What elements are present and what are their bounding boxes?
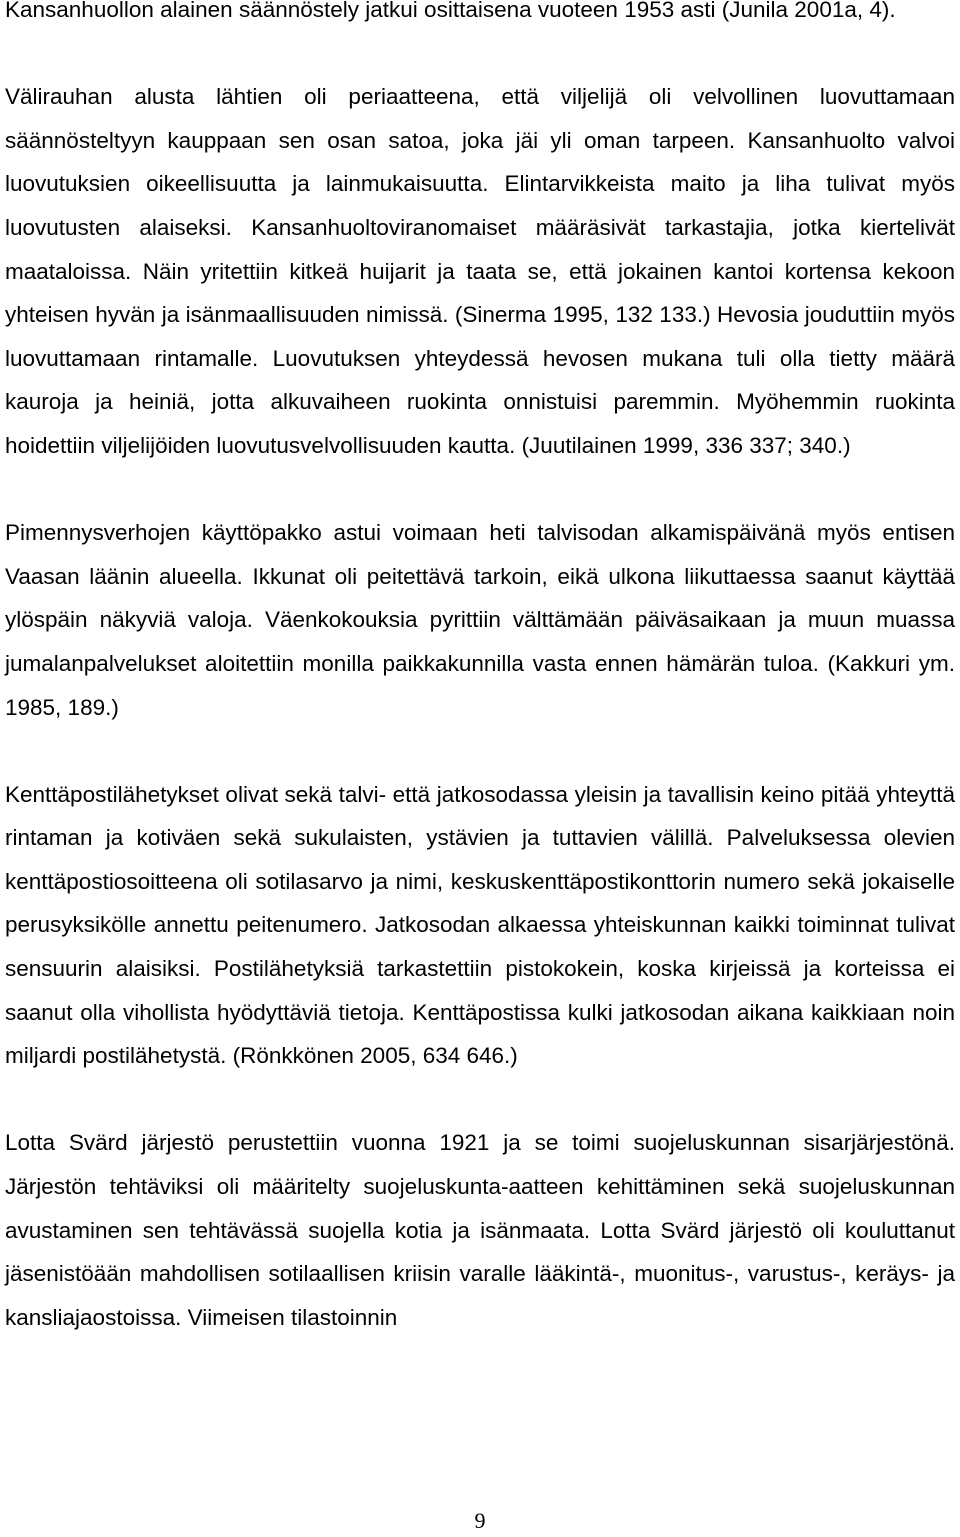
page-number: 9 xyxy=(474,1508,486,1533)
paragraph-rationing: Kansanhuollon alainen säännöstely jatkui osittaisena vuoteen 1953 asti (Junila 2001a, 4). xyxy=(5,0,896,22)
paragraph-farm-deliveries: Välirauhan alusta lähtien oli periaatteena, että viljelijä oli velvollinen luovuttamaan säännösteltyyn kauppaan sen osan satoa, joka jäi yli oman tarpeen. Kansanhuolto valvoi luovutuksien oikeellisuutta ja lainmukaisuutta. Elintarvikkeista maito ja liha tulivat myös luovutusten alaiseksi. Kansanhuoltoviranomaiset määräsivät tarkastajia, jotka kiertelivät maataloissa. Näin yritettiin kitkeä huijarit ja taata se, että jokainen kantoi kortensa kekoon yhteisen hyvän ja isänmaallisuuden nimissä. (Sinerma 1995, 132 133.) Hevosia jouduttiin myös luovuttamaan rintamalle. Luovutuksen yhteydessä hevosen mukana tuli olla tietty määrä kauroja ja heiniä, jotta alkuvaiheen ruokinta onnistuisi paremmin. Myöhemmin ruokinta hoidettiin viljelijöiden luovutusvelvollisuuden kautta. (Juutilainen 1999, 336 337; 340.) xyxy=(5,84,955,458)
paragraph-blackout: Pimennysverhojen käyttöpakko astui voimaan heti talvisodan alkamispäivänä myös entisen Vaasan läänin alueella. Ikkunat oli peitettävä tarkoin, eikä ulkona liikuttaessa saanut käyttää ylöspäin näkyviä valoja. Väenkokouksia pyrittiin välttämään päiväsaikaan ja muun muassa jumalanpalvelukset aloitettiin monilla paikkakunnilla vasta ennen hämärän tuloa. (Kakkuri ym. 1985, 189.) xyxy=(5,520,955,720)
paragraph-lotta-svard: Lotta Svärd järjestö perustettiin vuonna 1921 ja se toimi suojeluskunnan sisarjärjestönä. Järjestön tehtäviksi oli määritelty suojeluskunta-aatteen kehittäminen sekä suojeluskunnan avustaminen sen tehtävässä suojella kotia ja isänmaata. Lotta Svärd järjestö oli kouluttanut jäsenistöään mahdollisen sotilaallisen kriisin varalle lääkintä-, muonitus-, varustus-, keräys- ja kansliajaostoissa. Viimeisen tilastoinnin xyxy=(5,1130,955,1330)
body-text xyxy=(5,0,955,1339)
paragraph-field-post: Kenttäpostilähetykset olivat sekä talvi- että jatkosodassa yleisin ja tavallisin keino pitää yhteyttä rintaman ja kotiväen sekä sukulaisten, ystävien ja tuttavien välillä. Palveluksessa olevien kenttäpostiosoitteena oli sotilasarvo ja nimi, keskuskenttäpostikonttorin numero sekä jokaiselle perusyksikölle annettu peitenumero. Jatkosodan alkaessa yhteiskunnan kaikki toiminnat tulivat sensuurin alaisiksi. Postilähetyksiä tarkastettiin pistokokein, koska kirjeissä ja korteissa ei saanut olla vihollista hyödyttäviä tietoja. Kenttäpostissa kulki jatkosodan aikana kaikkiaan noin miljardi postilähetystä. (Rönkkönen 2005, 634 646.) xyxy=(5,781,955,1069)
